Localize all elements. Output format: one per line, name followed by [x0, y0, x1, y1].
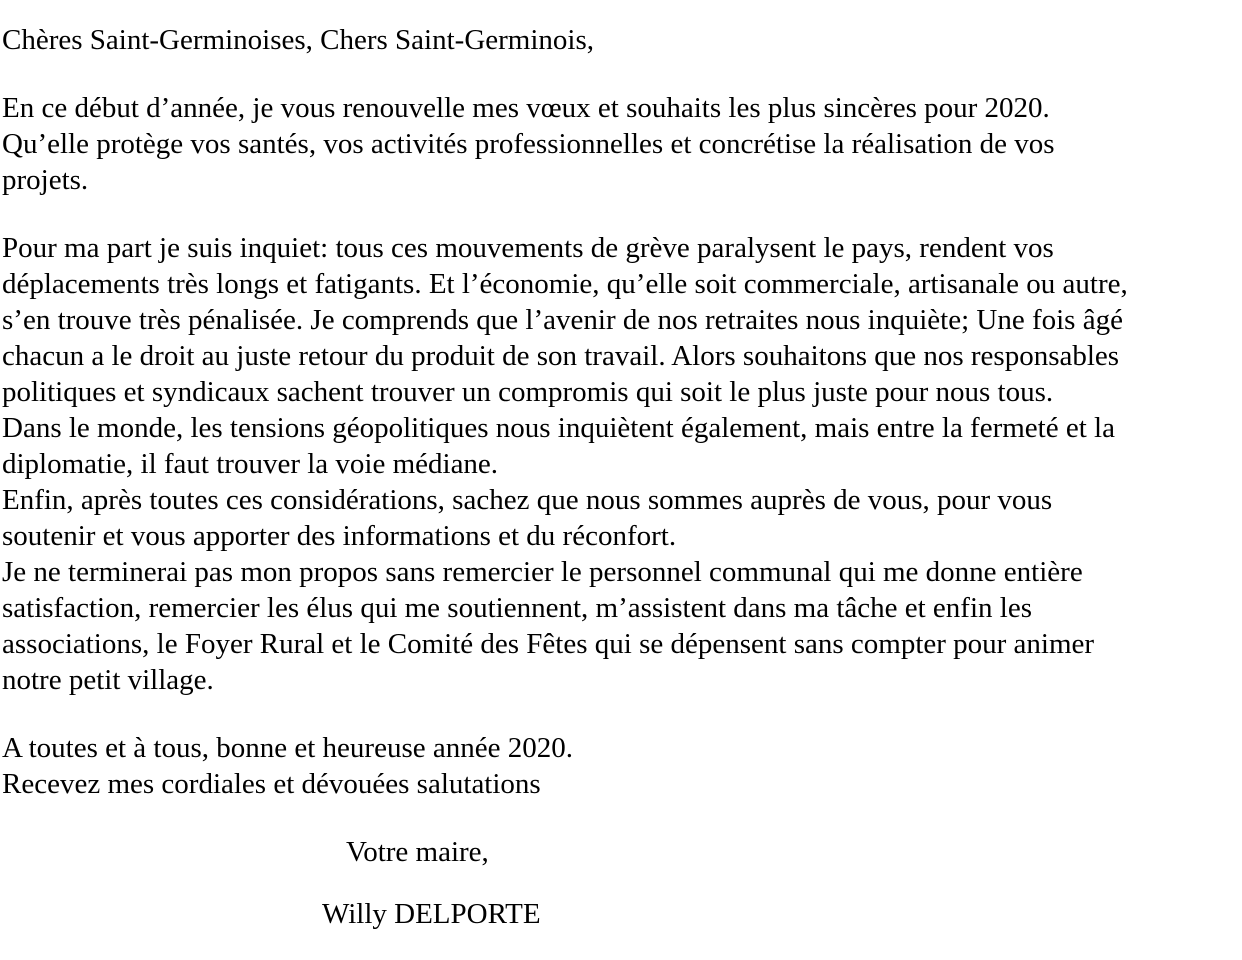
paragraph-line: Dans le monde, les tensions géopolitiques nous inquiètent également, mais entre la fermeté et la [2, 412, 1115, 444]
signature-name: Willy DELPORTE [322, 898, 541, 930]
paragraph-line: Pour ma part je suis inquiet: tous ces mouvements de grève paralysent le pays, rendent vos [2, 232, 1054, 264]
paragraph-line: s’en trouve très pénalisée. Je comprends que l’avenir de nos retraites nous inquiète; Une fois âgé [2, 304, 1123, 336]
paragraph-line: En ce début d’année, je vous renouvelle mes vœux et souhaits les plus sincères pour 2020. [2, 92, 1050, 124]
letter-body [2, 22, 1242, 802]
paragraph-line: Recevez mes cordiales et dévouées salutations [2, 768, 541, 800]
paragraph-greetings [2, 730, 1242, 802]
paragraph-line: politiques et syndicaux sachent trouver un compromis qui soit le plus juste pour nous tous. [2, 376, 1054, 408]
paragraph-line: chacun a le droit au juste retour du produit de son travail. Alors souhaitons que nos responsables [2, 340, 1120, 372]
paragraph-line: associations, le Foyer Rural et le Comité des Fêtes qui se dépensent sans compter pour animer [2, 628, 1095, 660]
paragraph-concerns [2, 230, 1242, 698]
paragraph-line: Enfin, après toutes ces considérations, sachez que nous sommes auprès de vous, pour vous [2, 484, 1053, 516]
paragraph-line: satisfaction, remercier les élus qui me soutiennent, m’assistent dans ma tâche et enfin les [2, 592, 1032, 624]
paragraph-line: diplomatie, il faut trouver la voie médiane. [2, 448, 499, 480]
paragraph-line: Qu’elle protège vos santés, vos activités professionnelles et concrétise la réalisation de vos [2, 128, 1055, 160]
paragraph-line: Je ne terminerai pas mon propos sans remercier le personnel communal qui me donne entière [2, 556, 1083, 588]
salutation: Chères Saint-Germinoises, Chers Saint-Germinois, [2, 24, 594, 56]
paragraph-line: projets. [2, 164, 89, 196]
closing-line: Votre maire, [346, 836, 489, 868]
paragraph-line: A toutes et à tous, bonne et heureuse année 2020. [2, 732, 573, 764]
paragraph-line: déplacements très longs et fatigants. Et l’économie, qu’elle soit commerciale, artisanale ou autre, [2, 268, 1128, 300]
paragraph-wishes [2, 90, 1242, 198]
paragraph-line: soutenir et vous apporter des informations et du réconfort. [2, 520, 677, 552]
paragraph-line: notre petit village. [2, 664, 214, 696]
